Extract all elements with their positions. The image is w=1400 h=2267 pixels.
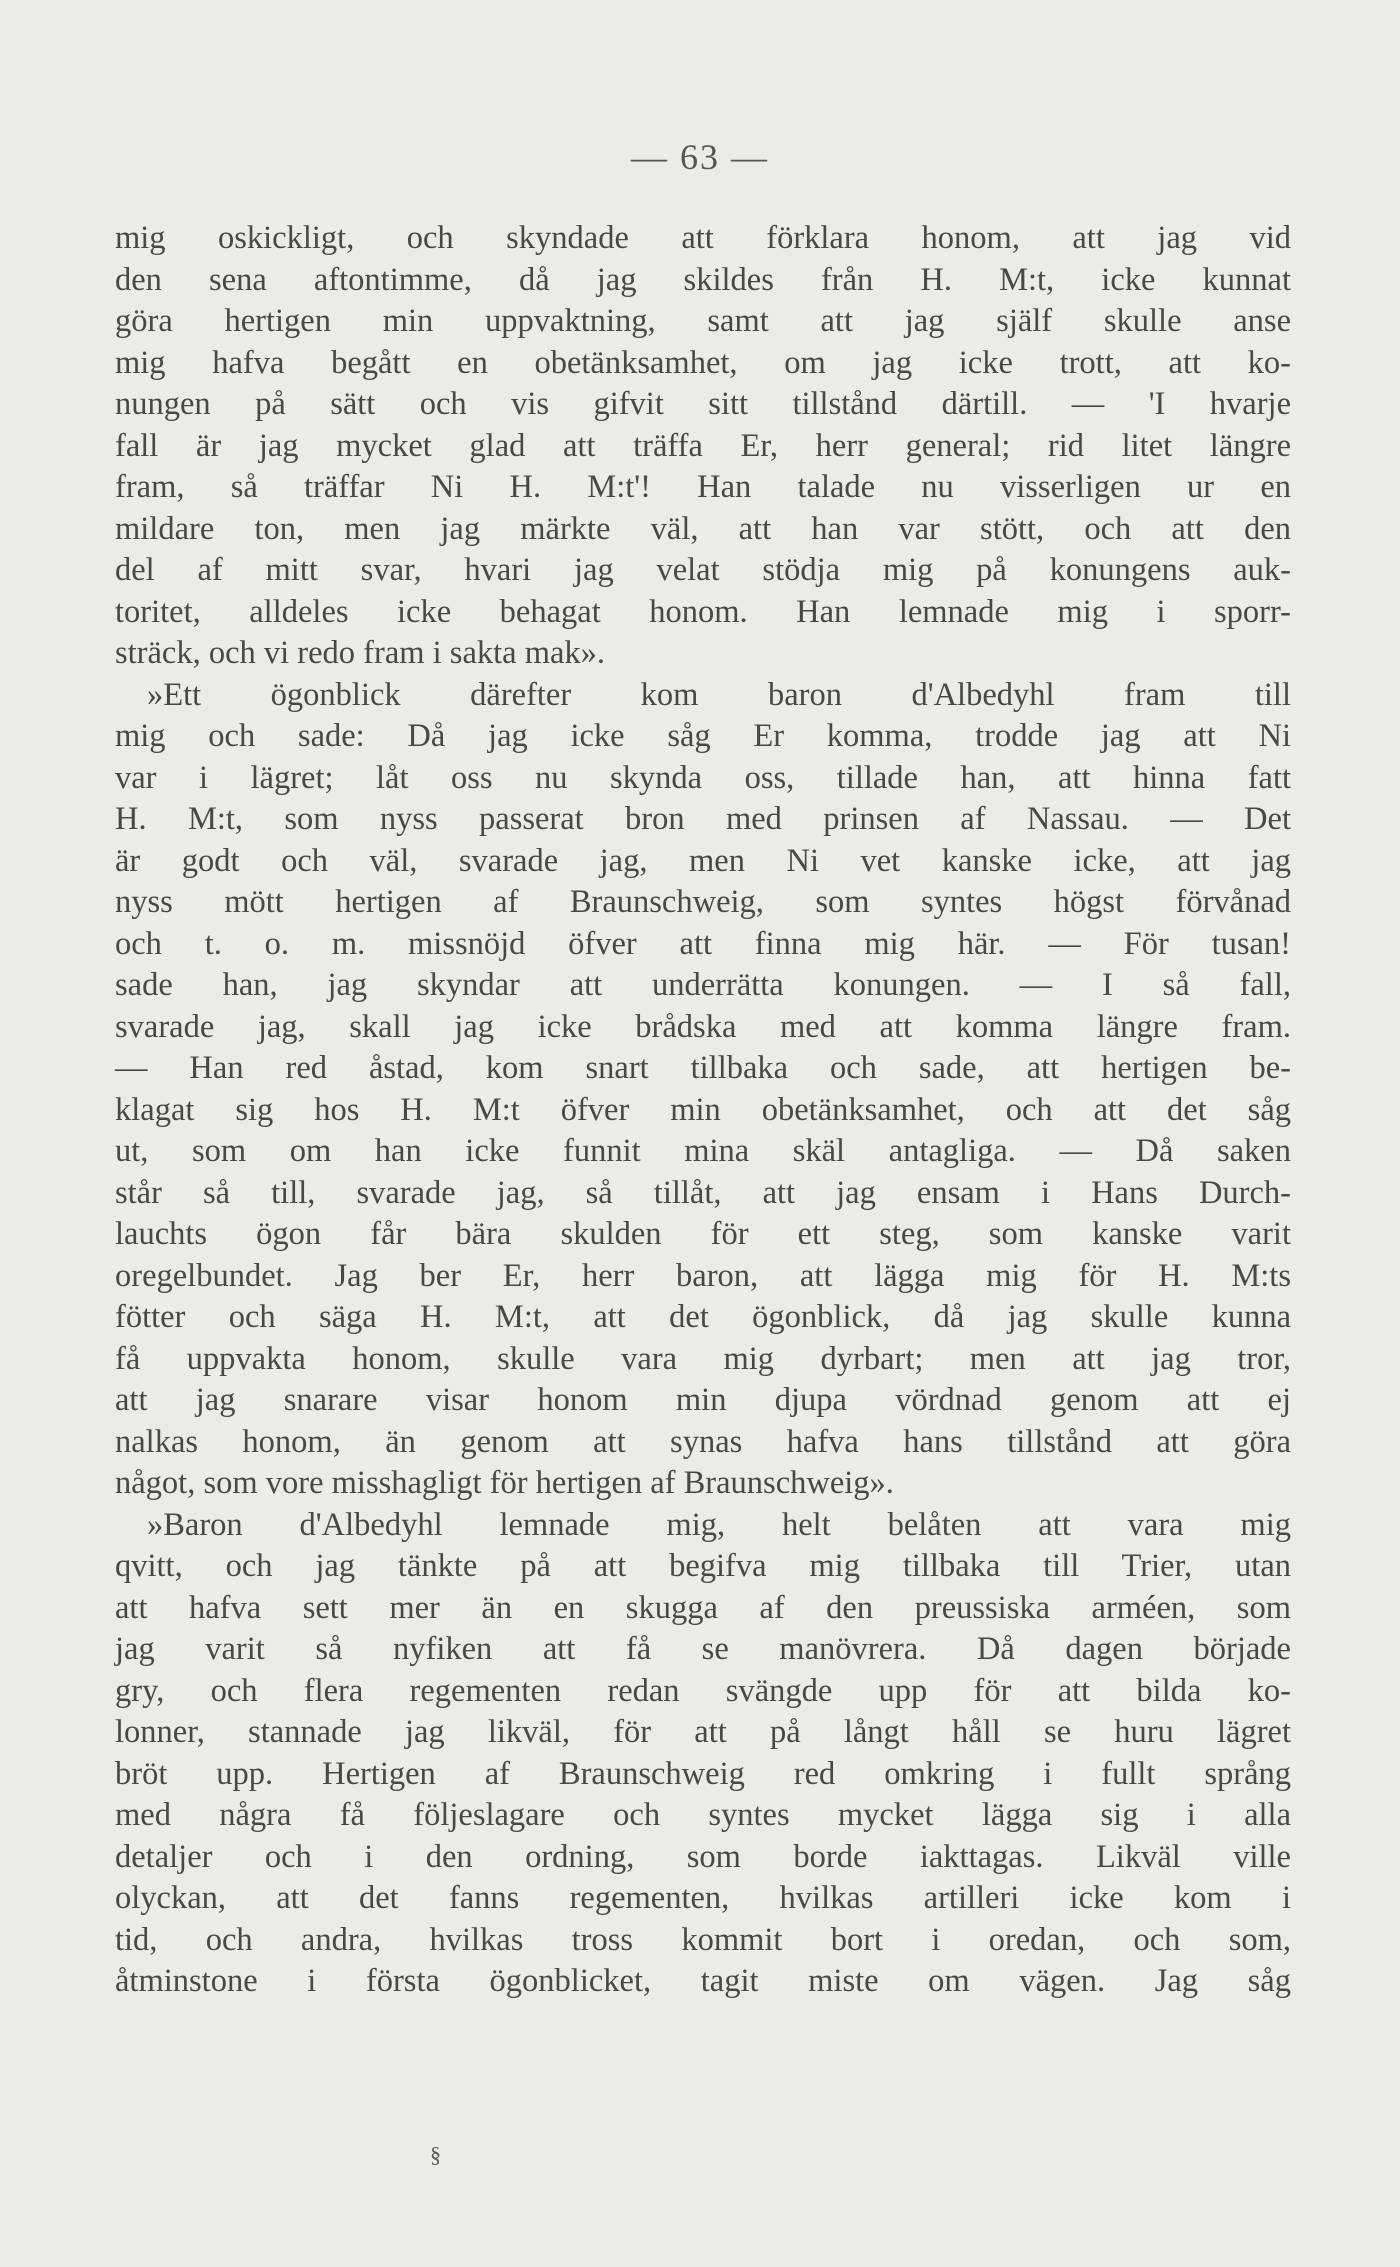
text-line: var i lägret; låt oss nu skynda oss, tillade han, att hinna fatt — [115, 759, 1291, 796]
text-line: mildare ton, men jag märkte väl, att han var stött, och att den — [115, 510, 1291, 547]
text-line: nyss mött hertigen af Braunschweig, som syntes högst förvånad — [115, 884, 1291, 920]
text-line: få uppvakta honom, skulle vara mig dyrbart; men att jag tror, — [115, 1340, 1291, 1377]
text-line: göra hertigen min uppvaktning, samt att jag själf skulle anse — [115, 303, 1291, 339]
text-line: ut, som om han icke funnit mina skäl antagliga. — Då saken — [115, 1133, 1291, 1169]
text-line: tid, och andra, hvilkas tross kommit bort i oredan, och som, — [115, 1921, 1291, 1958]
text-line: qvitt, och jag tänkte på att begifva mig tillbaka till Trier, utan — [115, 1548, 1291, 1584]
text-line: sträck, och vi redo fram i sakta mak». — [115, 635, 606, 671]
text-line: fötter och säga H. M:t, att det ögonblick, då jag skulle kunna — [115, 1299, 1291, 1335]
text-line: fram, så träffar Ni H. M:t'! Han talade nu visserligen ur en — [115, 469, 1291, 505]
text-line: nalkas honom, än genom att synas hafva hans tillstånd att göra — [115, 1423, 1291, 1460]
text-line: detaljer och i den ordning, som borde iakttagas. Likväl ville — [115, 1838, 1291, 1875]
text-line: klagat sig hos H. M:t öfver min obetänksamhet, och att det såg — [115, 1091, 1291, 1128]
text-line: jag varit så nyfiken att få se manövrera. Då dagen började — [115, 1631, 1291, 1667]
text-line: — Han red åstad, kom snart tillbaka och sade, att hertigen be- — [115, 1050, 1291, 1086]
text-line: del af mitt svar, hvari jag velat stödja mig på konungens auk- — [115, 552, 1291, 588]
text-line: med några få följeslagare och syntes mycket lägga sig i alla — [115, 1797, 1291, 1833]
text-line: »Ett ögonblick därefter kom baron d'Albedyhl fram till — [147, 676, 1291, 713]
text-line: svarade jag, skall jag icke brådska med att komma längre fram. — [115, 1008, 1291, 1045]
text-line: och t. o. m. missnöjd öfver att finna mig här. — För tusan! — [115, 925, 1291, 962]
text-line: H. M:t, som nyss passerat bron med prinsen af Nassau. — Det — [115, 801, 1291, 837]
text-line: står så till, svarade jag, så tillåt, att jag ensam i Hans Durch- — [115, 1174, 1291, 1211]
text-line: mig oskickligt, och skyndade att förklara honom, att jag vid — [115, 220, 1291, 256]
text-line: sade han, jag skyndar att underrätta konungen. — I så fall, — [115, 967, 1291, 1003]
text-line: bröt upp. Hertigen af Braunschweig red omkring i fullt språng — [115, 1755, 1291, 1792]
text-line: gry, och flera regementen redan svängde upp för att bilda ko- — [115, 1672, 1291, 1709]
text-line: mig och sade: Då jag icke såg Er komma, trodde jag att Ni — [115, 718, 1291, 754]
text-line: oregelbundet. Jag ber Er, herr baron, att lägga mig för H. M:ts — [115, 1257, 1291, 1294]
text-line: är godt och väl, svarade jag, men Ni vet kanske icke, att jag — [115, 842, 1291, 879]
text-line: lauchts ögon får bära skulden för ett steg, som kanske varit — [115, 1216, 1291, 1252]
text-line: olyckan, att det fanns regementen, hvilkas artilleri icke kom i — [115, 1880, 1291, 1916]
text-line: att jag snarare visar honom min djupa vördnad genom att ej — [115, 1382, 1291, 1418]
text-line: nungen på sätt och vis gifvit sitt tillstånd därtill. — 'I hvarje — [115, 386, 1291, 422]
text-line: att hafva sett mer än en skugga af den preussiska arméen, som — [115, 1589, 1291, 1626]
page-number: — 63 — — [631, 137, 769, 177]
text-line: åtminstone i första ögonblicket, tagit miste om vägen. Jag såg — [115, 1963, 1291, 1999]
body-text — [115, 218, 1291, 2003]
text-line: »Baron d'Albedyhl lemnade mig, helt belåten att vara mig — [147, 1506, 1291, 1543]
text-line: mig hafva begått en obetänksamhet, om jag icke trott, att ko- — [115, 344, 1291, 381]
text-line: lonner, stannade jag likväl, för att på långt håll se huru lägret — [115, 1714, 1291, 1750]
text-line: något, som vore misshagligt för hertigen af Braunschweig». — [115, 1465, 894, 1501]
text-line: toritet, alldeles icke behagat honom. Han lemnade mig i sporr- — [115, 593, 1291, 630]
footer-mark: § — [430, 2142, 441, 2167]
text-line: fall är jag mycket glad att träffa Er, herr general; rid litet längre — [115, 427, 1291, 464]
text-line: den sena aftontimme, då jag skildes från H. M:t, icke kunnat — [115, 261, 1291, 298]
